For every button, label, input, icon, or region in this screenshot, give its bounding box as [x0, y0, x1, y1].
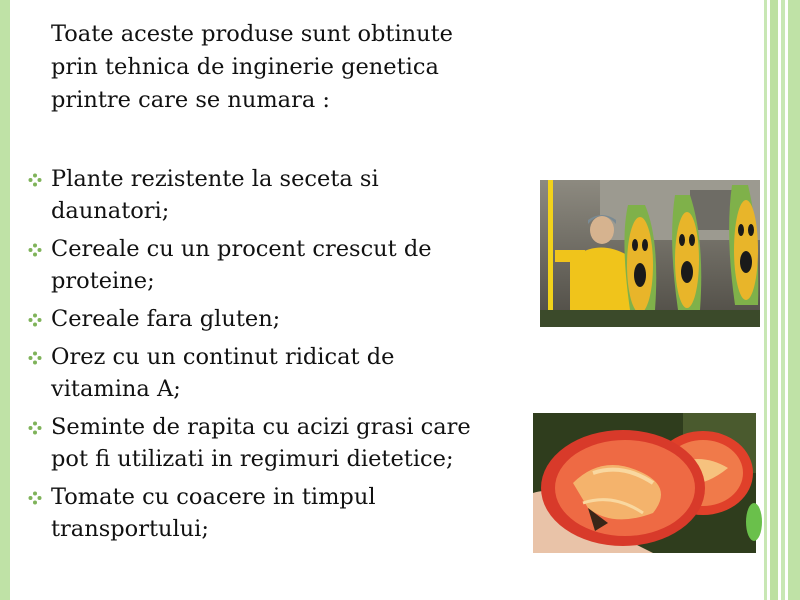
bullet-item [28, 481, 508, 545]
corn-protest-image [540, 180, 760, 327]
diamond-bullet-icon [28, 491, 42, 505]
bullet-item [28, 303, 508, 335]
bullet-text: Seminte de rapita cu acizi grasi care [51, 414, 471, 440]
bullet-text: pot fi utilizati in regimuri dietetice; [51, 446, 454, 472]
bullet-text: Cereale fara gluten; [51, 306, 281, 332]
diamond-bullet-icon [28, 173, 42, 187]
intro-line: prin tehnica de inginerie genetica [51, 54, 439, 80]
bullet-item [28, 411, 508, 475]
tomato-image [533, 413, 756, 553]
diamond-bullet-icon [28, 351, 42, 365]
bullet-text: vitamina A; [51, 376, 181, 402]
bullet-text: proteine; [51, 268, 155, 294]
left-accent-bar [0, 0, 10, 600]
intro-paragraph [51, 18, 491, 117]
bullet-text: Orez cu un continut ridicat de [51, 344, 395, 370]
diamond-bullet-icon [28, 421, 42, 435]
bullet-item [28, 341, 508, 405]
tomato-illustration [533, 413, 756, 553]
decorative-green-shape [746, 503, 762, 541]
diamond-bullet-icon [28, 313, 42, 327]
diamond-bullet-icon [28, 243, 42, 257]
bullet-text: daunatori; [51, 198, 170, 224]
bullet-text: Tomate cu coacere in timpul [51, 484, 376, 510]
bullet-item [28, 163, 508, 227]
bullet-text: Cereale cu un procent crescut de [51, 236, 432, 262]
bullet-text: transportului; [51, 516, 209, 542]
bullet-item [28, 233, 508, 297]
bullet-list [28, 163, 508, 551]
right-accent-bars [764, 0, 800, 600]
intro-line: Toate aceste produse sunt obtinute [51, 21, 453, 47]
corn-protest-illustration [540, 180, 760, 327]
bullet-text: Plante rezistente la seceta si [51, 166, 379, 192]
intro-line: printre care se numara : [51, 87, 330, 113]
